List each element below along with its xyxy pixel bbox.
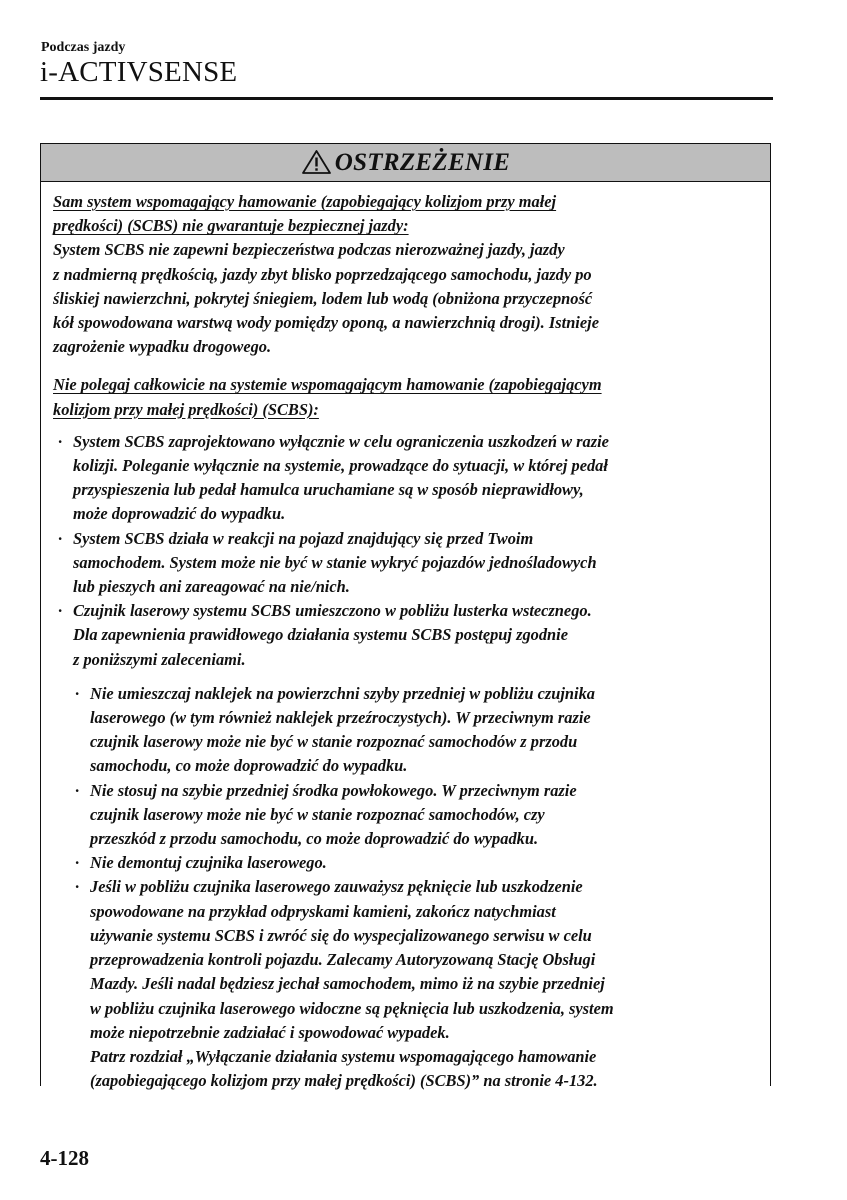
text-line: Patrz rozdział „Wyłączanie działania systemu wspomagającego hamowanie [90, 1046, 597, 1066]
text-line: Nie umieszczaj naklejek na powierzchni szyby przedniej w pobliżu czujnika [90, 683, 595, 703]
section-title: Podczas jazdy [41, 40, 126, 55]
sub-bullet-list [53, 682, 761, 1093]
text-line: System SCBS zaprojektowano wyłącznie w celu ograniczenia uszkodzeń w razie [73, 431, 609, 451]
list-item [53, 875, 761, 1044]
bullet-dot: · [75, 877, 80, 897]
text-line: może niepotrzebnie zadziałać i spowodować wypadek. [90, 1022, 450, 1042]
bullet-dot: · [75, 780, 80, 800]
list-item [53, 851, 761, 875]
text-line: śliskiej nawierzchni, pokrytej śniegiem, lodem lub wodą (obniżona przyczepność [53, 288, 593, 308]
text-line: Jeśli w pobliżu czujnika laserowego zauważysz pęknięcie lub uszkodzenie [90, 877, 583, 897]
header-rule [40, 97, 773, 100]
text-line: z nadmierną prędkością, jazdy zbyt blisko poprzedzającego samochodu, jazdy po [53, 264, 592, 284]
text-line: samochodu, co może doprowadzić do wypadku. [90, 756, 408, 776]
block2-heading [53, 373, 761, 421]
warning-triangle-icon [301, 149, 332, 175]
text-line: z poniższymi zaleceniami. [73, 649, 246, 669]
block1-heading [53, 190, 761, 238]
page-reference [53, 1045, 761, 1093]
text-line: przeprowadzenia kontroli pojazdu. Zalecamy Autoryzowaną Stację Obsługi [90, 950, 596, 970]
text-line: samochodem. System może nie być w stanie wykryć pojazdów jednośladowych [73, 552, 597, 572]
list-item [53, 779, 761, 852]
warning-content [53, 190, 761, 1093]
text-line: Sam system wspomagający hamowanie (zapobiegający kolizjom przy małej [53, 192, 557, 211]
bullet-dot: · [75, 853, 80, 873]
list-item [53, 527, 761, 600]
bullet-dot: · [58, 528, 63, 548]
bullet-dot: · [58, 431, 63, 451]
block1-body [53, 238, 761, 359]
text-line: kolizjom przy małej prędkości) (SCBS): [53, 399, 319, 419]
text-line: Nie demontuj czujnika laserowego. [90, 853, 327, 873]
bullet-list [53, 430, 761, 672]
warning-title: OSTRZEŻENIE [334, 148, 511, 176]
text-line: lub pieszych ani zareagować na nie/nich. [73, 577, 350, 597]
page-number: 4-128 [40, 1146, 89, 1170]
text-line: kół spowodowana warstwą wody pomiędzy oponą, a nawierzchnią drogi). Istnieje [53, 313, 599, 333]
list-item [53, 430, 761, 527]
list-item [53, 599, 761, 672]
text-line: może doprowadzić do wypadku. [73, 504, 286, 524]
warning-header [41, 144, 770, 182]
text-line: przyspieszenia lub pedał hamulca uruchamiane są w sposób nieprawidłowy, [73, 480, 584, 500]
text-line: zagrożenie wypadku drogowego. [53, 337, 272, 357]
text-line: laserowego (w tym również naklejek przeźroczystych). W przeciwnym razie [90, 708, 591, 728]
text-line: Nie stosuj na szybie przedniej środka powłokowego. W przeciwnym razie [90, 780, 577, 800]
warning-box [40, 143, 771, 1091]
text-line: w pobliżu czujnika laserowego widoczne są pęknięcia lub uszkodzenia, system [90, 998, 614, 1018]
text-line: spowodowane na przykład odpryskami kamieni, zakończ natychmiast [90, 901, 556, 921]
text-line: Nie polegaj całkowicie na systemie wspomagającym hamowanie (zapobiegającym [53, 375, 602, 395]
bullet-dot: · [58, 601, 63, 621]
text-line: Dla zapewnienia prawidłowego działania systemu SCBS postępuj zgodnie [73, 625, 568, 645]
text-line: używanie systemu SCBS i zwróć się do wyspecjalizowanego serwisu w celu [90, 925, 592, 945]
text-line: (zapobiegającego kolizjom przy małej prędkości) (SCBS)” na stronie 4-132. [90, 1071, 598, 1091]
chapter-title: i-ACTIVSENSE [40, 56, 238, 88]
text-line: prędkości) (SCBS) nie gwarantuje bezpiecznej jazdy: [53, 216, 409, 236]
bullet-dot: · [75, 683, 80, 703]
text-line: przeszkód z przodu samochodu, co może doprowadzić do wypadku. [90, 829, 539, 849]
text-line: System SCBS działa w reakcji na pojazd znajdujący się przed Twoim [73, 528, 534, 548]
text-line: czujnik laserowy może nie być w stanie rozpoznać samochodów, czy [90, 804, 545, 824]
text-line: Mazdy. Jeśli nadal będziesz jechał samochodem, mimo iż na szybie przedniej [90, 974, 605, 994]
list-item [53, 682, 761, 779]
text-line: czujnik laserowy może nie być w stanie rozpoznać samochodów z przodu [90, 732, 578, 752]
text-line: System SCBS nie zapewni bezpieczeństwa podczas nierozważnej jazdy, jazdy [53, 240, 565, 260]
text-line: kolizji. Poleganie wyłącznie na systemie, prowadzące do sytuacji, w której pedał [73, 456, 608, 476]
text-line: Czujnik laserowy systemu SCBS umieszczono w pobliżu lusterka wstecznego. [73, 601, 592, 621]
